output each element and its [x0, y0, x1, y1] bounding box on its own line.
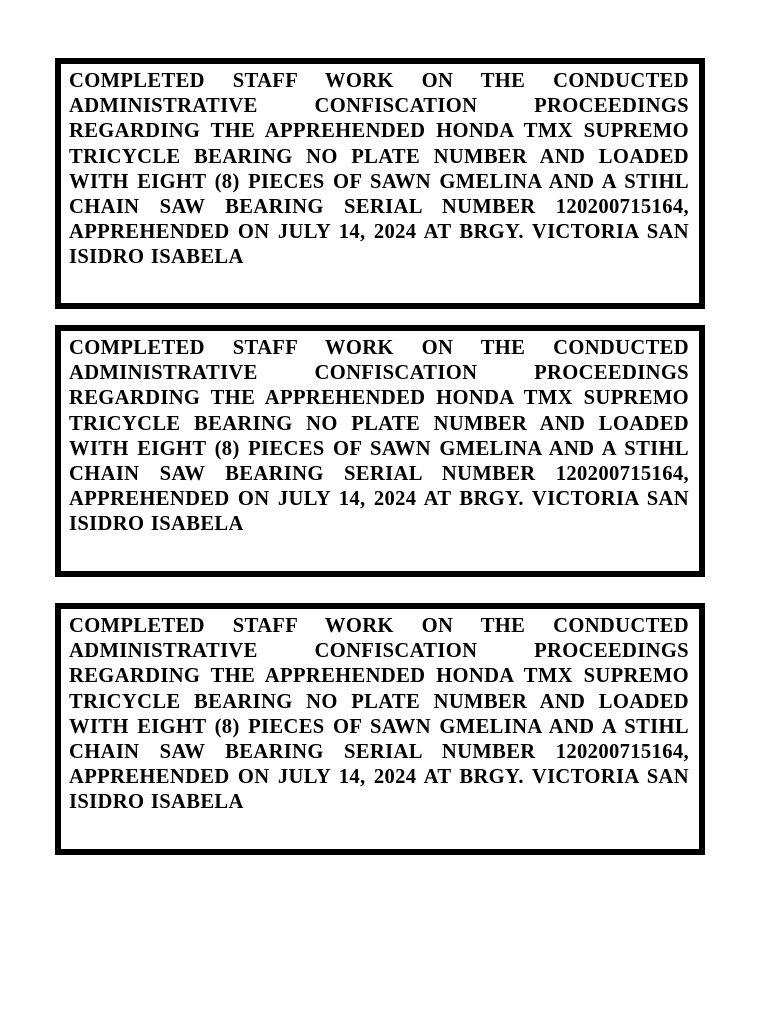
folder-label-1 — [55, 58, 705, 309]
label-text: COMPLETED STAFF WORK ON THE CONDUCTED ADMINISTRATIVE CONFISCATION PROCEEDINGS REGARDING THE APPREHENDED HONDA TMX SUPREMO TRICYCLE BEARING NO PLATE NUMBER AND LOADED WITH EIGHT (8) PIECES OF SAWN GMELINA AND A STIHL CHAIN SAW BEARING SERIAL NUMBER 120200715164, APPREHENDED ON JULY 14, 2024 AT BRGY. VICTORIA SAN ISIDRO ISABELA — [69, 615, 689, 814]
folder-label-2 — [55, 325, 705, 577]
label-text: COMPLETED STAFF WORK ON THE CONDUCTED ADMINISTRATIVE CONFISCATION PROCEEDINGS REGARDING THE APPREHENDED HONDA TMX SUPREMO TRICYCLE BEARING NO PLATE NUMBER AND LOADED WITH EIGHT (8) PIECES OF SAWN GMELINA AND A STIHL CHAIN SAW BEARING SERIAL NUMBER 120200715164, APPREHENDED ON JULY 14, 2024 AT BRGY. VICTORIA SAN ISIDRO ISABELA — [69, 337, 689, 536]
folder-label-3 — [55, 603, 705, 855]
label-text: COMPLETED STAFF WORK ON THE CONDUCTED ADMINISTRATIVE CONFISCATION PROCEEDINGS REGARDING THE APPREHENDED HONDA TMX SUPREMO TRICYCLE BEARING NO PLATE NUMBER AND LOADED WITH EIGHT (8) PIECES OF SAWN GMELINA AND A STIHL CHAIN SAW BEARING SERIAL NUMBER 120200715164, APPREHENDED ON JULY 14, 2024 AT BRGY. VICTORIA SAN ISIDRO ISABELA — [69, 70, 689, 269]
